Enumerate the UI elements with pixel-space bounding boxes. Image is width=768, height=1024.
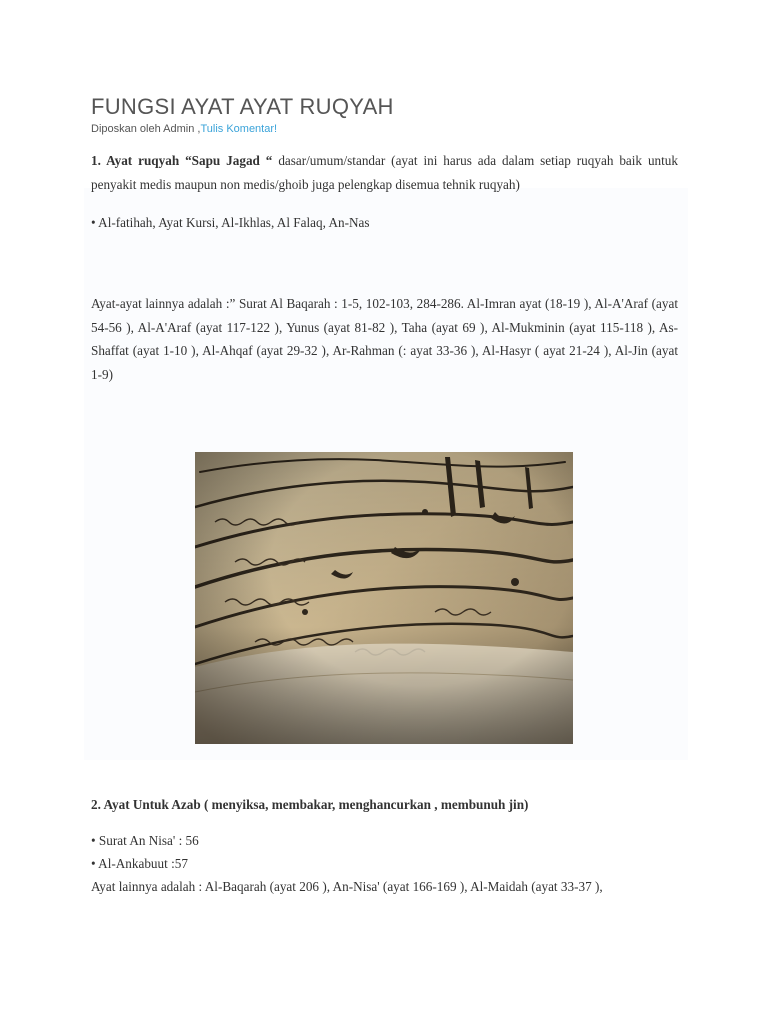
quran-page-photo [195,452,573,744]
section1-heading: 1. Ayat ruqyah “Sapu Jagad “ [91,153,273,168]
section1-bullet: • Al-fatihah, Ayat Kursi, Al-Ikhlas, Al Falaq, An-Nas [91,215,370,230]
comment-link[interactable]: Tulis Komentar! [200,123,278,135]
post-meta [91,123,277,135]
section1-other-verses: Ayat-ayat lainnya adalah :” Surat Al Baqarah : 1-5, 102-103, 284-286. Al-Imran ayat (18-19 ), Al-A'Araf (ayat 54-56 ), Al-A'Araf (ayat 117-122 ), Yunus (ayat 81-82 ), Taha (ayat 69 ), Al-Mukminin (ayat 115-118 ), As-Shaffat (ayat 1-10 ), Al-Ahqaf (ayat 29-32 ), Ar-Rahman (: ayat 33-36 ), Al-Hasyr ( ayat 21-24 ), Al-Jin (ayat 1-9) [91,296,678,382]
section2-heading: 2. Ayat Untuk Azab ( menyiksa, membakar, menghancurkan , membunuh jin) [91,797,529,812]
section2-bullet: • Surat An Nisa' : 56 [91,833,199,848]
posted-by-label: Diposkan oleh Admin , [91,123,201,135]
section1-intro: dasar/umum/standar (ayat ini harus ada dalam setiap ruqyah baik untuk penyakit medis maupun non medis/ghoib juga pelengkap disemua tehnik ruqyah) [91,153,678,192]
section2-bullet: • Al-Ankabuut :57 [91,856,188,871]
article-title: FUNGSI AYAT AYAT RUQYAH [91,94,394,119]
section1-paragraph [91,149,678,196]
section2-other-verses: Ayat lainnya adalah : Al-Baqarah (ayat 206 ), An-Nisa' (ayat 166-169 ), Al-Maidah (ayat 33-37 ), [91,879,603,894]
